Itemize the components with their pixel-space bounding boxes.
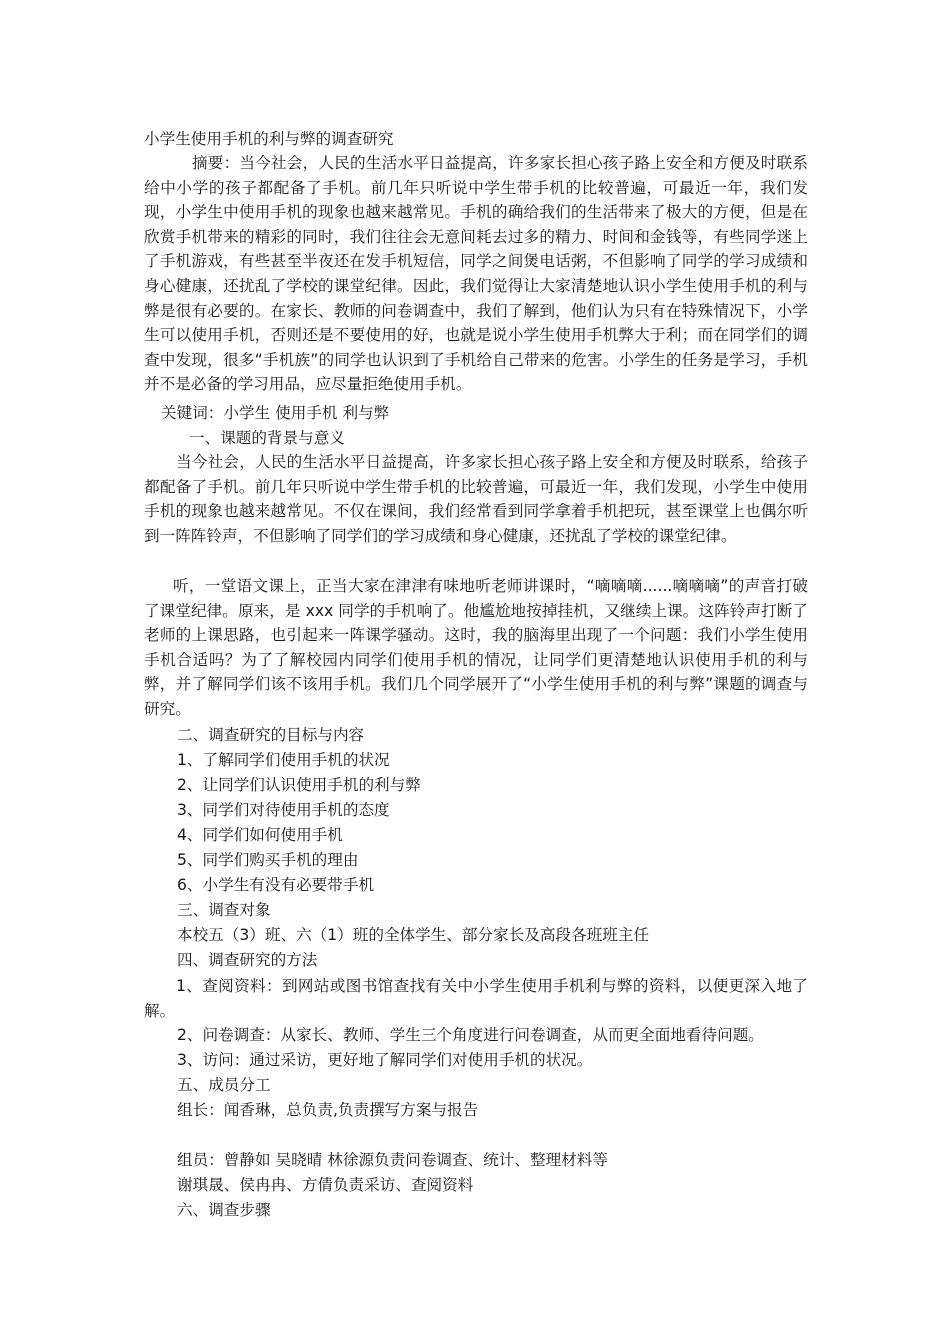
goal-item: 3、同学们对待使用手机的态度	[177, 801, 390, 819]
section6-heading: 六、调查步骤	[177, 1201, 271, 1219]
section1-heading: 一、课题的背景与意义	[189, 429, 345, 447]
goal-item: 5、同学们购买手机的理由	[177, 851, 359, 869]
section5-heading: 五、成员分工	[177, 1076, 271, 1094]
document-title: 小学生使用手机的利与弊的调查研究	[144, 130, 394, 148]
section2-heading: 二、调查研究的目标与内容	[177, 726, 365, 744]
goal-item: 1、了解同学们使用手机的状况	[177, 751, 390, 769]
section4-heading: 四、调查研究的方法	[177, 951, 318, 969]
background-paragraph-2: 听，一堂语文课上，正当大家在津津有味地听老师讲课时，“嘀嘀嘀......嘀嘀嘀”的声音打破了课堂纪律。原来，是 xxx 同学的手机响了。他尴尬地按掉挂机，又继续上课。这阵铃声打断了老师的上课思路，也引起来一阵课学骚动。这时，我的脑海里出现了一个问题：我们小学生使用手机合适吗？为了了解校园内同学们使用手机的情况，让同学们更清楚地认识使用手机的利与弊，并了解同学们该不该用手机。我们几个同学展开了“小学生使用手机的利与弊”课题的调查与研究。	[144, 577, 808, 718]
subjects-line: 本校五（3）班、六（1）班的全体学生、部分家长及高段各班班主任	[177, 926, 650, 944]
abstract-paragraph: 摘要：当今社会，人民的生活水平日益提高，许多家长担心孩子路上安全和方便及时联系给中小学的孩子都配备了手机。前几年只听说中学生带手机的比较普遍，可最近一年，我们发现，小学生中使用手机的现象也越来越常见。手机的确给我们的生活带来了极大的方便，但是在欣赏手机带来的精彩的同时，我们往往会无意间耗去过多的精力、时间和金钱等，有些同学迷上了手机游戏，有些甚至半夜还在发手机短信，同学之间煲电话粥，不但影响了同学的学习成绩和身心健康，还扰乱了学校的课堂纪律。因此，我们觉得让大家清楚地认识小学生使用手机的利与弊是很有必要的。在家长、教师的问卷调查中，我们了解到，他们认为只有在特殊情况下，小学生可以使用手机，否则还是不要使用的好，也就是说小学生使用手机弊大于利；而在同学们的调查中发现，很多“手机族”的同学也认识到了手机给自己带来的危害。小学生的任务是学习，手机并不是必备的学习用品，应尽量拒绝使用手机。	[144, 154, 808, 394]
leader-line: 组长：闻香琳，总负责,负责撰写方案与报告	[177, 1101, 479, 1119]
goal-item: 6、小学生有没有必要带手机	[177, 876, 375, 894]
members-line-2: 谢琪晟、侯冉冉、方倩负责采访、查阅资料	[177, 1176, 474, 1194]
method-3: 3、访问：通过采访，更好地了解同学们对使用手机的状况。	[177, 1051, 593, 1069]
method-1: 1、查阅资料：到网站或图书馆查找有关中小学生使用手机利与弊的资料，以便更深入地了解。	[144, 977, 808, 1020]
section3-heading: 三、调查对象	[177, 901, 271, 919]
keywords-line: 关键词：小学生 使用手机 利与弊	[161, 404, 390, 422]
method-2: 2、问卷调查：从家长、教师、学生三个角度进行问卷调查，从而更全面地看待问题。	[177, 1026, 764, 1044]
goal-item: 2、让同学们认识使用手机的利与弊	[177, 776, 421, 794]
goal-item: 4、同学们如何使用手机	[177, 826, 343, 844]
members-line: 组员：曾静如 吴晓晴 林徐源负责问卷调查、统计、整理材料等	[177, 1151, 608, 1169]
background-paragraph-1: 当今社会，人民的生活水平日益提高，许多家长担心孩子路上安全和方便及时联系，给孩子都配备了手机。前几年只听说中学生带手机的比较普遍，可最近一年，我们发现，小学生中使用手机的现象也越来越常见。不仅在课间，我们经常看到同学拿着手机把玩，甚至课堂上也偶尔听到一阵阵铃声，不但影响了同学们的学习成绩和身心健康，还扰乱了学校的课堂纪律。	[144, 453, 808, 545]
